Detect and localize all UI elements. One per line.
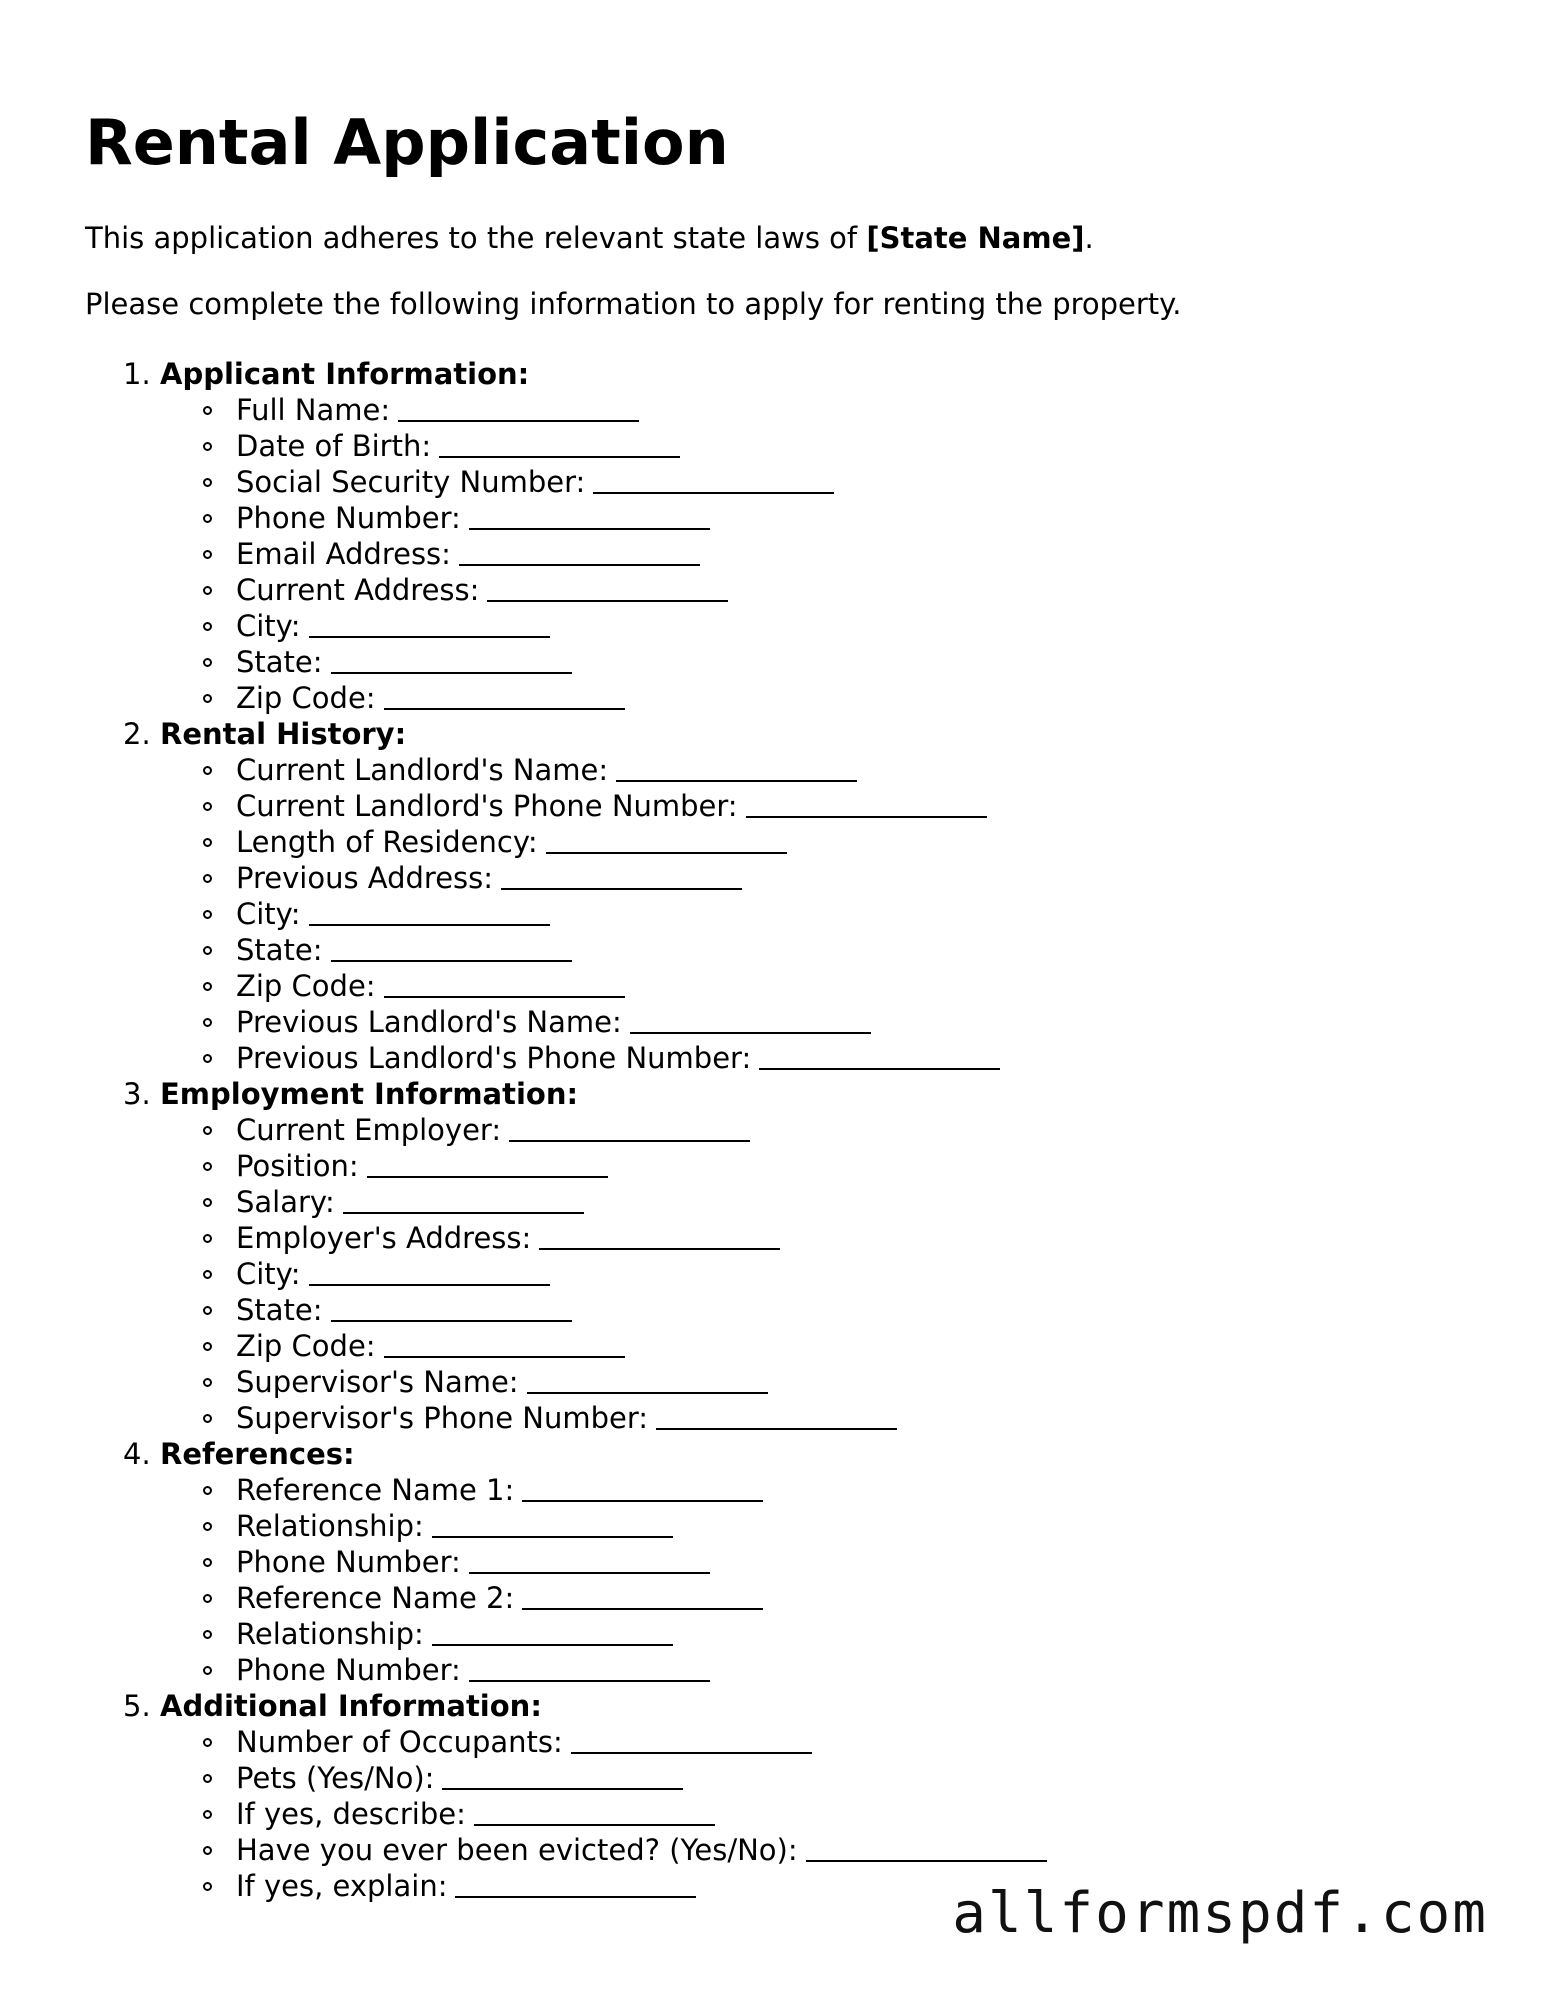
field-blank-line[interactable] [469,528,710,530]
field-label: Current Landlord's Phone Number: [236,789,738,823]
field-label: Social Security Number: [236,465,586,499]
field-row [236,1040,1000,1076]
field-blank-line[interactable] [439,456,680,458]
field-blank-line[interactable] [474,1824,715,1826]
field-blank-line[interactable] [616,780,857,782]
circle-bullet-icon [203,910,212,919]
circle-bullet-icon [203,1774,212,1783]
section-title: Rental History: [160,717,407,751]
field-label: Supervisor's Phone Number: [236,1401,649,1435]
circle-bullet-icon [203,1342,212,1351]
field-blank-line[interactable] [746,816,987,818]
field-label: Reference Name 1: [236,1473,515,1507]
intro-state-laws-prefix: This application adheres to the relevant state laws of [85,221,867,255]
field-row [236,1796,715,1832]
field-label: Number of Occupants: [236,1725,563,1759]
circle-bullet-icon [203,1486,212,1495]
field-row [236,1292,572,1328]
circle-bullet-icon [203,1306,212,1315]
field-blank-line[interactable] [384,708,625,710]
field-label: Date of Birth: [236,429,432,463]
field-blank-line[interactable] [442,1788,683,1790]
field-row [236,1616,673,1652]
field-row [236,1832,1047,1868]
field-label: Previous Address: [236,861,494,895]
field-blank-line[interactable] [539,1248,780,1250]
circle-bullet-icon [203,802,212,811]
circle-bullet-icon [203,874,212,883]
field-label: State: [236,1293,323,1327]
field-row [236,1508,673,1544]
field-label: Zip Code: [236,681,376,715]
field-label: City: [236,609,301,643]
field-blank-line[interactable] [501,888,742,890]
field-blank-line[interactable] [398,420,639,422]
field-row [236,428,680,464]
field-label: Position: [236,1149,359,1183]
intro-state-laws [85,221,1094,255]
field-label: Reference Name 2: [236,1581,515,1615]
field-label: Relationship: [236,1509,424,1543]
field-label: Supervisor's Name: [236,1365,519,1399]
section-number: 5. [123,1689,151,1723]
field-blank-line[interactable] [630,1032,871,1034]
field-blank-line[interactable] [806,1860,1047,1862]
circle-bullet-icon [203,1810,212,1819]
circle-bullet-icon [203,1414,212,1423]
field-blank-line[interactable] [309,924,550,926]
field-row [236,1652,710,1688]
circle-bullet-icon [203,946,212,955]
watermark: allformspdf.com [952,1881,1488,1946]
circle-bullet-icon [203,1126,212,1135]
field-row [236,1328,625,1364]
field-row [236,1184,584,1220]
field-row [236,788,987,824]
field-blank-line[interactable] [331,672,572,674]
field-row [236,1112,750,1148]
circle-bullet-icon [203,1018,212,1027]
field-label: Zip Code: [236,969,376,1003]
circle-bullet-icon [203,1594,212,1603]
circle-bullet-icon [203,838,212,847]
field-blank-line[interactable] [469,1680,710,1682]
field-row [236,896,550,932]
field-blank-line[interactable] [593,492,834,494]
circle-bullet-icon [203,622,212,631]
field-row [236,824,787,860]
circle-bullet-icon [203,406,212,415]
field-label: Previous Landlord's Name: [236,1005,622,1039]
circle-bullet-icon [203,1522,212,1531]
section-title: References: [160,1437,355,1471]
field-row [236,968,625,1004]
circle-bullet-icon [203,1666,212,1675]
field-row [236,1220,780,1256]
intro-state-laws-suffix: . [1084,221,1094,255]
field-row [236,752,857,788]
field-label: Relationship: [236,1617,424,1651]
field-blank-line[interactable] [309,1284,550,1286]
field-blank-line[interactable] [656,1428,897,1430]
circle-bullet-icon [203,442,212,451]
circle-bullet-icon [203,1234,212,1243]
circle-bullet-icon [203,514,212,523]
section-number: 4. [123,1437,151,1471]
field-label: Current Landlord's Name: [236,753,609,787]
circle-bullet-icon [203,586,212,595]
field-row [236,1580,763,1616]
field-label: Phone Number: [236,501,461,535]
field-row [236,644,572,680]
field-label: Zip Code: [236,1329,376,1363]
circle-bullet-icon [203,1738,212,1747]
field-row [236,500,710,536]
field-blank-line[interactable] [331,1320,572,1322]
field-blank-line[interactable] [343,1212,584,1214]
field-label: Pets (Yes/No): [236,1761,435,1795]
field-blank-line[interactable] [367,1176,608,1178]
circle-bullet-icon [203,1558,212,1567]
section-title: Applicant Information: [160,357,530,391]
section-title: Additional Information: [160,1689,542,1723]
field-label: Email Address: [236,537,451,571]
field-label: State: [236,933,323,967]
field-blank-line[interactable] [432,1536,673,1538]
field-label: Employer's Address: [236,1221,532,1255]
circle-bullet-icon [203,1054,212,1063]
field-row [236,392,639,428]
field-label: Previous Landlord's Phone Number: [236,1041,752,1075]
page-title: Rental Application [85,106,729,179]
field-blank-line[interactable] [571,1752,812,1754]
field-label: If yes, describe: [236,1797,466,1831]
circle-bullet-icon [203,694,212,703]
field-blank-line[interactable] [331,960,572,962]
circle-bullet-icon [203,550,212,559]
field-row [236,1724,812,1760]
field-blank-line[interactable] [309,636,550,638]
circle-bullet-icon [203,1882,212,1891]
field-blank-line[interactable] [384,1356,625,1358]
field-blank-line[interactable] [455,1896,696,1898]
field-label: City: [236,1257,301,1291]
field-blank-line[interactable] [487,600,728,602]
field-label: Length of Residency: [236,825,538,859]
field-row [236,1004,871,1040]
field-label: Current Address: [236,573,480,607]
field-label: City: [236,897,301,931]
field-row [236,1760,683,1796]
field-row [236,932,572,968]
field-row [236,1364,768,1400]
state-name-placeholder: [State Name] [866,221,1085,255]
field-blank-line[interactable] [432,1644,673,1646]
field-row [236,608,550,644]
field-row [236,572,728,608]
field-label: Have you ever been evicted? (Yes/No): [236,1833,798,1867]
section-title: Employment Information: [160,1077,579,1111]
section-number: 1. [123,357,151,391]
field-row [236,680,625,716]
field-blank-line[interactable] [459,564,700,566]
field-label: Phone Number: [236,1545,461,1579]
field-label: Phone Number: [236,1653,461,1687]
field-label: If yes, explain: [236,1869,448,1903]
circle-bullet-icon [203,658,212,667]
field-label: State: [236,645,323,679]
circle-bullet-icon [203,1162,212,1171]
section-number: 2. [123,717,151,751]
field-row [236,536,700,572]
field-label: Salary: [236,1185,335,1219]
circle-bullet-icon [203,982,212,991]
circle-bullet-icon [203,1270,212,1279]
circle-bullet-icon [203,1846,212,1855]
field-row [236,1400,897,1436]
field-blank-line[interactable] [522,1500,763,1502]
field-label: Current Employer: [236,1113,502,1147]
circle-bullet-icon [203,478,212,487]
field-blank-line[interactable] [527,1392,768,1394]
circle-bullet-icon [203,766,212,775]
field-row [236,464,834,500]
circle-bullet-icon [203,1630,212,1639]
field-blank-line[interactable] [384,996,625,998]
field-blank-line[interactable] [759,1068,1000,1070]
field-blank-line[interactable] [522,1608,763,1610]
field-row [236,1544,710,1580]
field-row [236,1868,696,1904]
intro-instructions: Please complete the following information to apply for renting the property. [85,287,1182,321]
field-row [236,1148,608,1184]
circle-bullet-icon [203,1198,212,1207]
field-row [236,1472,763,1508]
field-blank-line[interactable] [546,852,787,854]
field-blank-line[interactable] [509,1140,750,1142]
section-number: 3. [123,1077,151,1111]
field-label: Full Name: [236,393,391,427]
circle-bullet-icon [203,1378,212,1387]
field-row [236,1256,550,1292]
field-row [236,860,742,896]
field-blank-line[interactable] [469,1572,710,1574]
